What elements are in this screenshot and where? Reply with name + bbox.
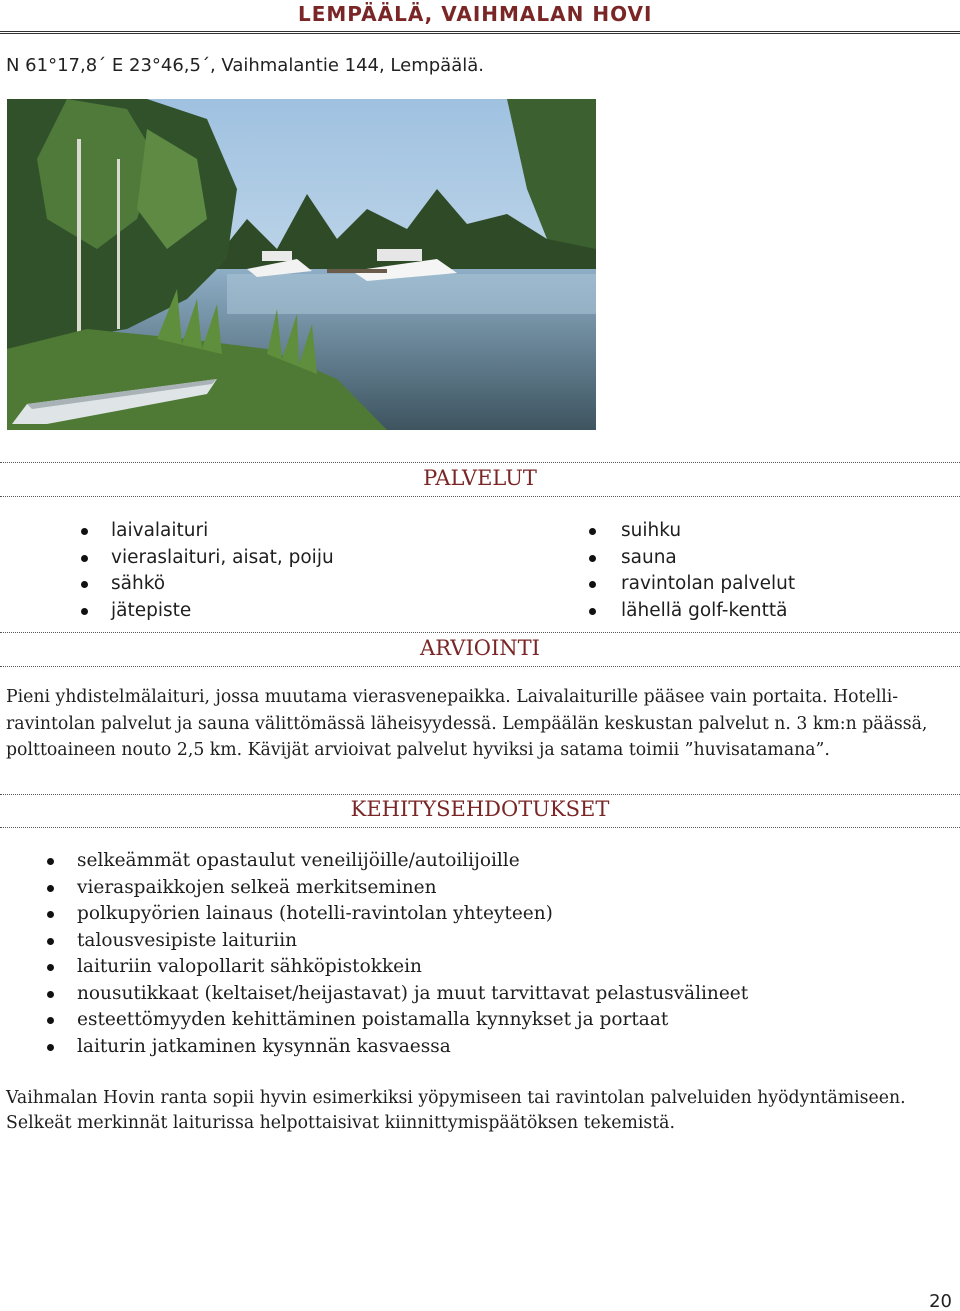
arviointi-heading: ARVIOINTI [420, 636, 540, 660]
section-divider [0, 827, 960, 828]
evaluation-text: Pieni yhdistelmälaituri, jossa muutama vierasvenepaikka. Laivalaiturille pääsee vain portaita. Hotelli-ravintolan palvelut ja sauna välittömässä läheisyydessä. Lempäälän keskustan palvelut n. 3 km:n päässä, polttoaineen nouto 2,5 km. Kävijät arvioivat palvelut hyviksi ja satama toimii ”huvisatamana”. [6, 687, 928, 760]
list-item: sähkö [111, 571, 334, 598]
list-item: esteettömyyden kehittäminen poistamalla kynnykset ja portaat [77, 1007, 748, 1034]
page-number: 20 [929, 1291, 952, 1311]
services-list-right [621, 518, 795, 624]
summary-text: Vaihmalan Hovin ranta sopii hyvin esimerkiksi yöpymiseen tai ravintolan palveluiden hyödyntämiseen. Selkeät merkinnät laiturissa helpottaisivat kiinnittymispäätöksen tekemistä. [6, 1088, 906, 1133]
list-item: polkupyörien lainaus (hotelli-ravintolan yhteyteen) [77, 901, 748, 928]
section-divider [0, 666, 960, 667]
section-divider [0, 794, 960, 795]
list-item: laivalaituri [111, 518, 334, 545]
list-item: laiturin jatkaminen kysynnän kasvaessa [77, 1034, 748, 1061]
title-divider [0, 31, 960, 34]
section-divider [0, 632, 960, 633]
list-item: vieraspaikkojen selkeä merkitseminen [77, 875, 748, 902]
harbor-photo [7, 99, 596, 430]
list-item: talousvesipiste laituriin [77, 928, 748, 955]
list-item: ravintolan palvelut [621, 571, 795, 598]
location-coordinates: N 61°17,8´ E 23°46,5´, Vaihmalantie 144, Lempäälä. [6, 55, 484, 76]
section-divider [0, 462, 960, 463]
list-item: vieraslaituri, aisat, poiju [111, 545, 334, 572]
list-item: lähellä golf-kenttä [621, 598, 795, 625]
palvelut-heading: PALVELUT [423, 466, 537, 490]
list-item: suihku [621, 518, 795, 545]
list-item: jätepiste [111, 598, 334, 625]
kehitysehdotukset-heading: KEHITYSEHDOTUKSET [350, 797, 610, 821]
list-item: selkeämmät opastaulut veneilijöille/autoilijoille [77, 848, 748, 875]
list-item: laituriin valopollarit sähköpistokkein [77, 954, 748, 981]
page-title: LEMPÄÄLÄ, VAIHMALAN HOVI [298, 2, 653, 26]
list-item: nousutikkaat (keltaiset/heijastavat) ja muut tarvittavat pelastusvälineet [77, 981, 748, 1008]
list-item: sauna [621, 545, 795, 572]
suggestions-list [77, 848, 748, 1060]
section-divider [0, 496, 960, 497]
services-list-left [111, 518, 334, 624]
